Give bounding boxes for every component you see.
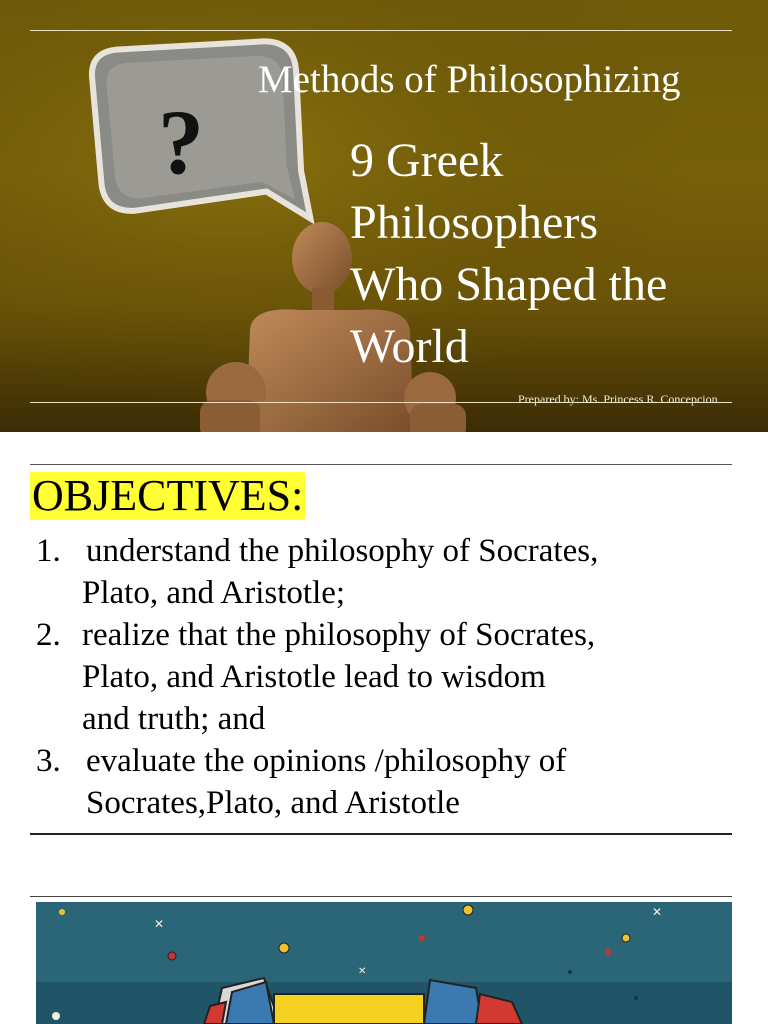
- slide-subtitle: Methods of Philosophizing: [258, 58, 681, 101]
- objective-number: 2.: [36, 617, 61, 653]
- objectives-heading: OBJECTIVES:: [32, 471, 304, 520]
- top-rule: [30, 464, 732, 465]
- svg-text:✕: ✕: [358, 966, 367, 977]
- objectives-slide: [0, 432, 768, 864]
- title-line: 9 Greek: [350, 134, 504, 187]
- title-line: Who Shaped the: [350, 258, 668, 311]
- svg-text:✕: ✕: [154, 917, 165, 931]
- top-rule: [30, 896, 732, 897]
- objective-line: Plato, and Aristotle lead to wisdom: [82, 659, 546, 695]
- title-line: World: [350, 320, 469, 373]
- svg-text:✕: ✕: [652, 905, 663, 919]
- illustration-slide: [0, 864, 768, 1024]
- top-rule: [30, 30, 732, 31]
- title-slide: [0, 0, 768, 432]
- objective-line: evaluate the opinions /philosophy of: [86, 743, 567, 779]
- bottom-rule: [30, 833, 732, 835]
- objective-line: Socrates,Plato, and Aristotle: [86, 785, 460, 821]
- objective-number: 3.: [36, 743, 61, 779]
- objective-item: [36, 530, 598, 614]
- title-line: Philosophers: [350, 196, 599, 249]
- objective-item: [36, 614, 595, 740]
- objective-line: realize that the philosophy of Socrates,: [82, 617, 596, 653]
- objective-line: Plato, and Aristotle;: [82, 575, 346, 611]
- objective-line: and truth; and: [82, 701, 266, 737]
- author-credit: Prepared by: Ms. Princess R. Concepcion: [518, 392, 718, 406]
- night-sky-illustration: [36, 902, 732, 1024]
- objective-item: [36, 740, 566, 824]
- objective-line: understand the philosophy of Socrates,: [86, 533, 599, 569]
- objective-number: 1.: [36, 533, 61, 569]
- question-mark-glyph: ?: [158, 91, 204, 193]
- slide-title: [350, 130, 740, 378]
